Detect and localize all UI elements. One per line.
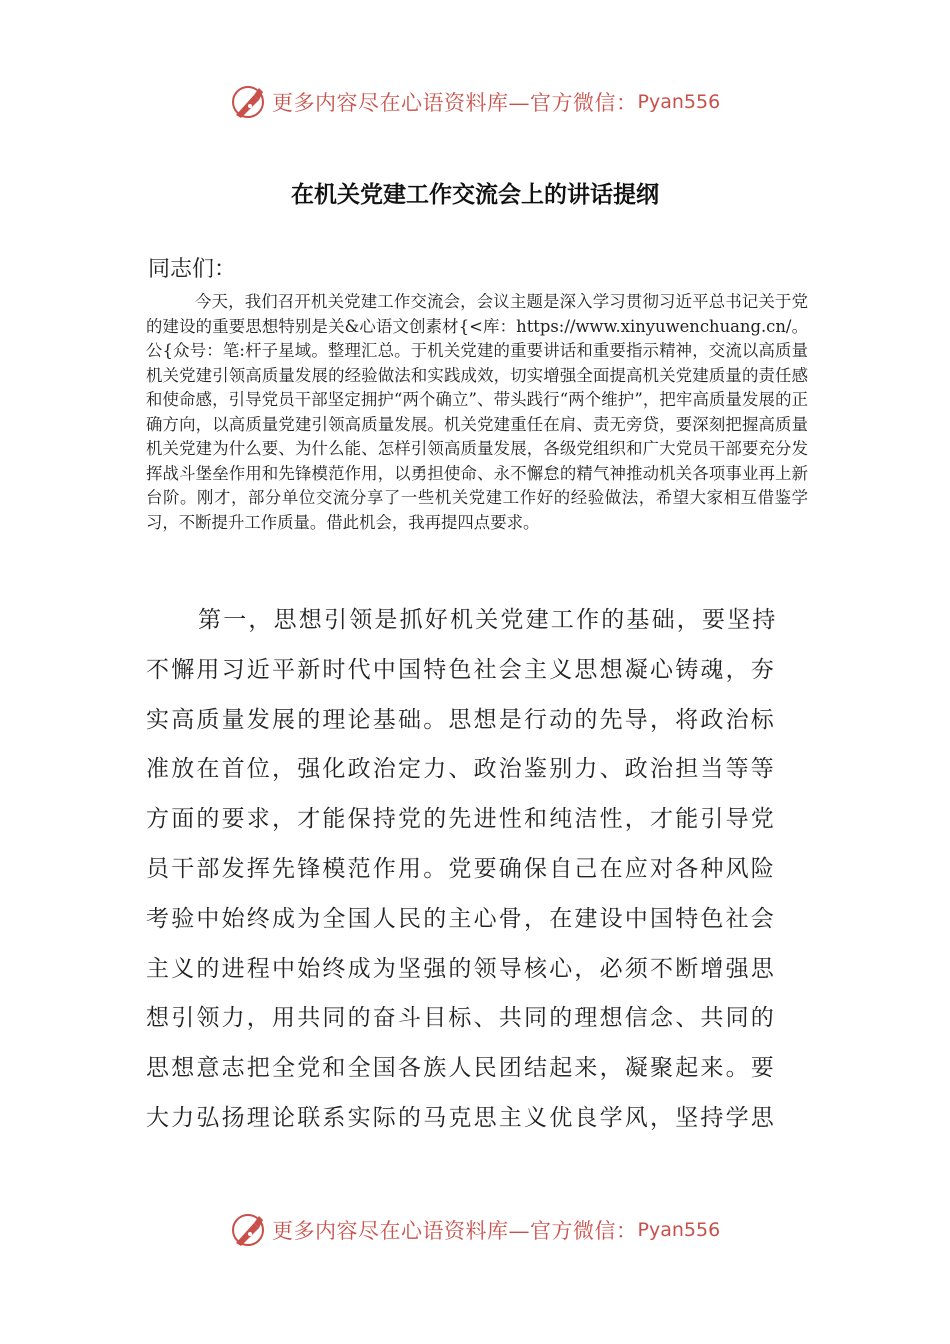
footer-watermark bbox=[228, 1208, 720, 1252]
header-watermark bbox=[228, 80, 720, 124]
salutation: 同志们： bbox=[148, 257, 237, 282]
body-paragraph-1: 第一，思想引领是抓好机关党建工作的基础，要坚持不懈用习近平新时代中国特色社会主义思想凝心铸魂，夯实高质量发展的理论基础。思想是行动的先导，将政治标准放在首位，强化政治定力、政治鉴别力、政治担当等等方面的要求，才能保持党的先进性和纯洁性，才能引导党员干部发挥先锋模范作用。党要确保自己在应对各种风险考验中始终成为全国人民的主心骨，在建设中国特色社会主义的进程中始终成为坚强的领导核心，必须不断增强思想引领力，用共同的奋斗目标、共同的理想信念、共同的思想意志把全党和全国各族人民团结起来，凝聚起来。要大力弘扬理论联系实际的马克思主义优良学风，坚持学思 bbox=[146, 607, 778, 1131]
document-title: 在机关党建工作交流会上的讲话提纲 bbox=[291, 182, 659, 208]
watermark-text: 更多内容尽在心语资料库—官方微信： bbox=[272, 91, 638, 115]
pen-nib-logo-icon bbox=[228, 82, 268, 122]
wechat-id: Pyan556 bbox=[637, 91, 721, 113]
intro-paragraph: 今天，我们召开机关党建工作交流会，会议主题是深入学习贯彻习近平总书记关于党的建设的重要思想特别是关&心语文创素材{<库：https://www.xinyuwenchuang.cn/。公{众号：笔:杆子星域。整理汇总。于机关党建的重要讲话和重要指示精神，交流以高质量机关党建引领高质量发展的经验做法和实践成效，切实增强全面提高机关党建质量的责任感和使命感，引导党员干部坚定拥护“两个确立”、带头践行“两个维护”，把牢高质量发展的正确方向，以高质量党建引领高质量发展。机关党建重任在肩、责无旁贷，要深刻把握高质量机关党建为什么要、为什么能、怎样引领高质量发展，各级党组织和广大党员干部要充分发挥战斗堡垒作用和先锋模范作用，以勇担使命、永不懈怠的精气神推动机关各项事业再上新台阶。刚才，部分单位交流分享了一些机关党建工作好的经验做法，希望大家相互借鉴学习，不断提升工作质量。借此机会，我再提四点要求。 bbox=[146, 292, 808, 532]
wechat-id: Pyan556 bbox=[637, 1219, 721, 1241]
pen-nib-logo-icon bbox=[228, 1210, 268, 1250]
watermark-text: 更多内容尽在心语资料库—官方微信： bbox=[272, 1219, 638, 1243]
